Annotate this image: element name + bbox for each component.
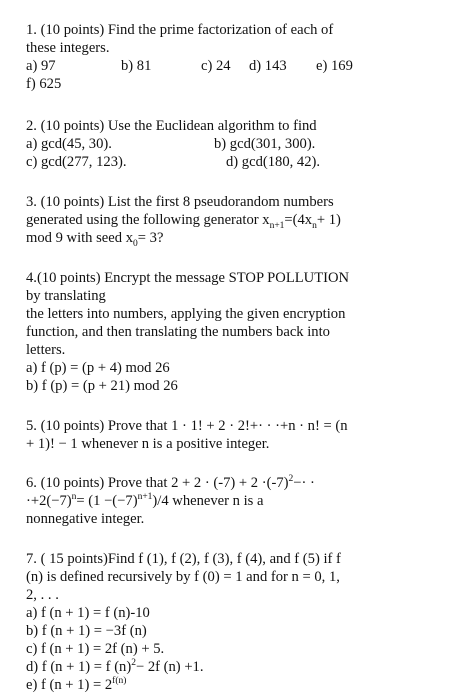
problem-5-line-2: + 1)! − 1 whenever n is a positive integer. xyxy=(26,436,270,452)
problem-4-part-b: b) f (p) = (p + 21) mod 26 xyxy=(26,378,178,394)
problem-3-line-2: generated using the following generator $x_{n+1}=(4x_n+ 1)$ xyxy=(26,212,341,231)
problem-7-line-2: (n) is defined recursively by f (0) = 1 and for n = 0, 1, xyxy=(26,569,340,585)
problem-3-line-3: mod 9 with seed $x_0= 3$? xyxy=(26,230,164,249)
problem-1-part-b: b) 81 xyxy=(121,58,152,74)
problem-4-line-1: 4.(10 points) Encrypt the message STOP POLLUTION xyxy=(26,270,350,286)
problem-4-part-a: a) f (p) = (p + 4) mod 26 xyxy=(26,360,170,376)
problem-2-part-a: a) gcd(45, 30). xyxy=(26,136,112,152)
problem-1-part-f: f) 625 xyxy=(26,76,62,92)
problem-7-part-e: e) f $(n + 1) = 2^{f(n)}$ xyxy=(26,676,127,693)
problem-2-part-d: d) gcd(180, 42). xyxy=(226,154,321,170)
problem-1-part-d: d) 143 xyxy=(249,58,287,74)
problem-4-line-2: by translating xyxy=(26,288,106,304)
problem-4-line-3: the letters into numbers, applying the given encryption xyxy=(26,306,346,322)
problem-7-part-c: c) f (n + 1) = 2f (n) + 5. xyxy=(26,641,165,657)
problem-5-line-1: 5. (10 points) Prove that 1 · 1! + 2 · 2!+· · ·+n · n! = (n xyxy=(26,418,348,434)
problem-6-line-1: 6. (10 points) Prove that $2 + 2 \cdot (-7) + 2 \cdot(-7)^2-\cdot$ · xyxy=(26,474,315,491)
problem-4-line-5: letters. xyxy=(26,342,66,358)
problem-7-part-d: d) f (n + 1) = f $(n)^2- 2f$ (n) +1. xyxy=(26,658,204,675)
problem-6-line-3: nonnegative integer. xyxy=(26,511,145,527)
problem-1-part-c: c) 24 xyxy=(201,58,231,74)
problem-2-part-c: c) gcd(277, 123). xyxy=(26,154,127,170)
problem-1-line-2: these integers. xyxy=(26,40,110,56)
problem-7-part-a: a) f (n + 1) = f (n)-10 xyxy=(26,605,150,621)
problem-2-line-1: 2. (10 points) Use the Euclidean algorithm to find xyxy=(26,118,317,134)
problem-1-part-a: a) 97 xyxy=(26,58,56,74)
problem-6-line-2: $\cdot+2(-7)^n= (1 -(-7)^{n+1})/4$ whenever n is a xyxy=(26,492,264,509)
problem-4-line-4: function, and then translating the numbers back into xyxy=(26,324,330,340)
problem-3-line-1: 3. (10 points) List the first 8 pseudorandom numbers xyxy=(26,194,334,210)
problem-7-line-3: 2, . . . xyxy=(26,587,59,603)
problem-7-part-b: b) f (n + 1) = −3f (n) xyxy=(26,623,147,639)
problem-7-line-1: 7. ( 15 points)Find f (1), f (2), f (3), f (4), and f (5) if f xyxy=(26,551,341,567)
problem-2-part-b: b) gcd(301, 300). xyxy=(214,136,316,152)
problem-1-line-1: 1. (10 points) Find the prime factorization of each of xyxy=(26,22,334,38)
problem-1-part-e: e) 169 xyxy=(316,58,353,74)
